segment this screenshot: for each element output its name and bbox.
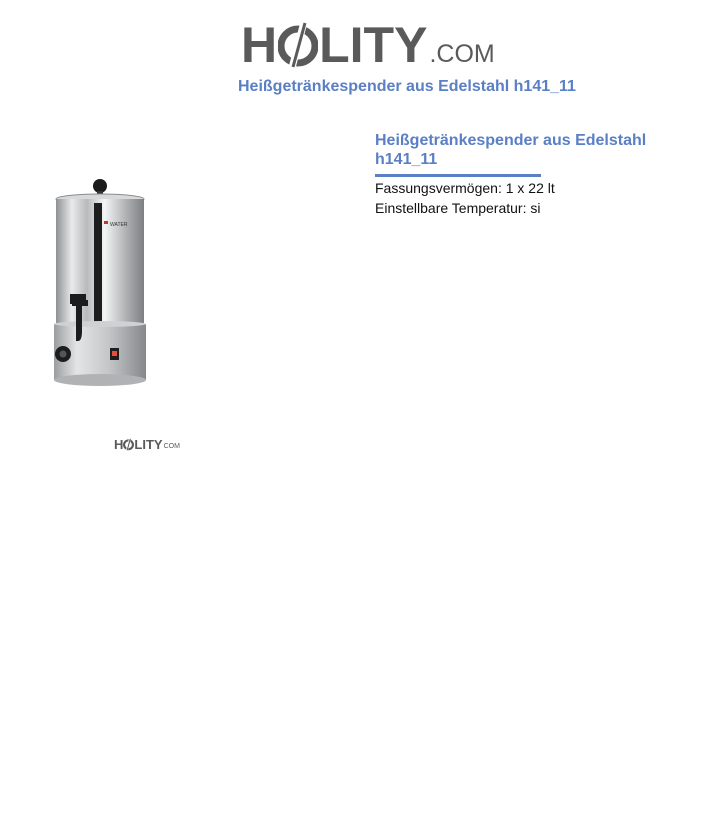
logo-text-h: H [241,17,278,73]
spec-temperature: Einstellbare Temperatur: si [375,199,541,216]
logo-text-domain: .COM [429,40,495,68]
product-description [375,131,675,218]
logo-text-lity: LITY [319,17,428,73]
title-divider [375,174,541,177]
holity-logo-small[interactable] [114,435,180,451]
page-title: Heißgetränkespender aus Edelstahl h141_11 [238,78,576,95]
product-image [48,176,152,390]
product-label-water: WATER [110,222,128,228]
logo-o-mark-icon [278,20,318,70]
small-logo-text-lity: LITY [134,437,163,452]
holity-logo[interactable] [241,12,495,73]
product-title: Heißgetränkespender aus Edelstahl h141_11 [375,132,647,168]
spec-capacity: Fassungsvermögen: 1 x 22 lt [375,180,555,196]
small-logo-text-domain: COM [163,443,180,450]
small-logo-text-h: H [114,437,124,452]
small-logo-o-mark-icon [123,438,134,451]
